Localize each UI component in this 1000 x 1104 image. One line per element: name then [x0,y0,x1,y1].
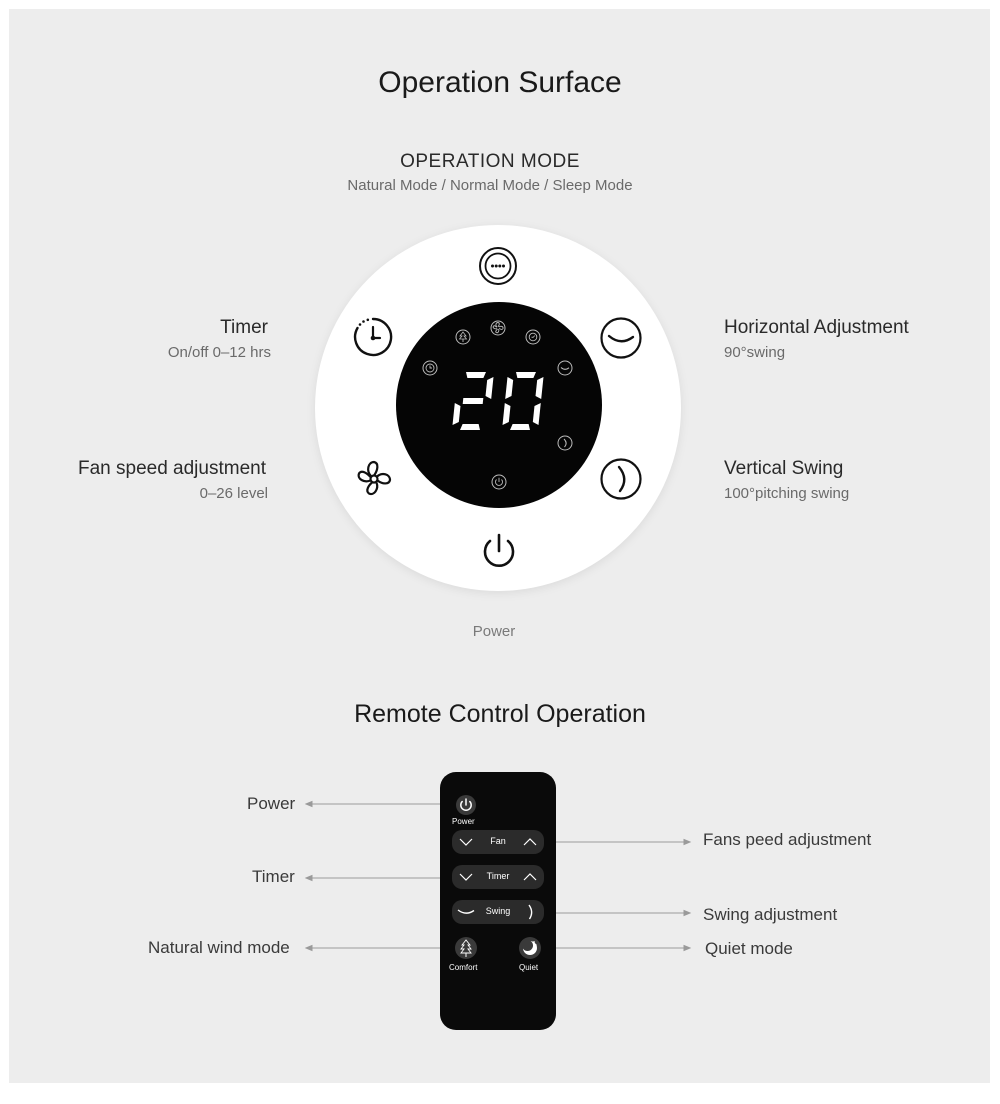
remote-power-label: Power [247,794,296,813]
fan-speed-label: Fan speed adjustment [77,458,266,479]
fan-up-chevron-icon[interactable] [523,837,537,847]
horizontal-adjustment-label: Horizontal Adjustment [724,317,909,338]
remote-fan-button[interactable] [452,830,544,854]
remote-power-icon [455,794,477,816]
fan-speed-sub: 0–26 level [199,485,268,502]
remote-fan-text: Fan [490,836,506,846]
remote-quiet-button[interactable] [518,936,542,965]
remote-comfort-button[interactable] [454,936,478,965]
remote-timer-label: Timer [252,867,295,886]
remote-power-text: Power [452,817,475,826]
remote-swing-button[interactable] [452,900,544,924]
moon-icon [518,936,542,960]
remote-quiet-label: Quiet mode [705,939,793,958]
remote-quiet-text: Quiet [519,963,539,972]
vertical-swing-label: Vertical Swing [724,458,844,479]
tree-icon [454,936,478,960]
remote-control-title: Remote Control Operation [354,700,646,728]
operation-mode-sub: Natural Mode / Normal Mode / Sleep Mode [347,177,633,194]
remote-swing-label: Swing adjustment [703,905,838,924]
remote-comfort-text: Comfort [449,963,478,972]
vertical-swing-small-icon[interactable] [526,903,536,921]
operation-mode-label: OPERATION MODE [400,151,580,172]
power-label: Power [472,623,516,640]
timer-sub: On/off 0–12 hrs [167,344,271,361]
timer-label: Timer [220,317,268,338]
remote-fan-speed-label: Fans peed adjustment [703,830,872,849]
remote-swing-text: Swing [485,906,511,916]
timer-up-chevron-icon[interactable] [523,872,537,882]
operation-surface-title: Operation Surface [378,66,622,99]
remote-control [440,772,556,1030]
remote-timer-button[interactable] [452,865,544,889]
horizontal-adjustment-sub: 90°swing [724,344,786,361]
remote-timer-text: Timer [486,871,510,881]
vertical-swing-sub: 100°pitching swing [724,485,850,502]
remote-natural-wind-label: Natural wind mode [148,938,290,957]
